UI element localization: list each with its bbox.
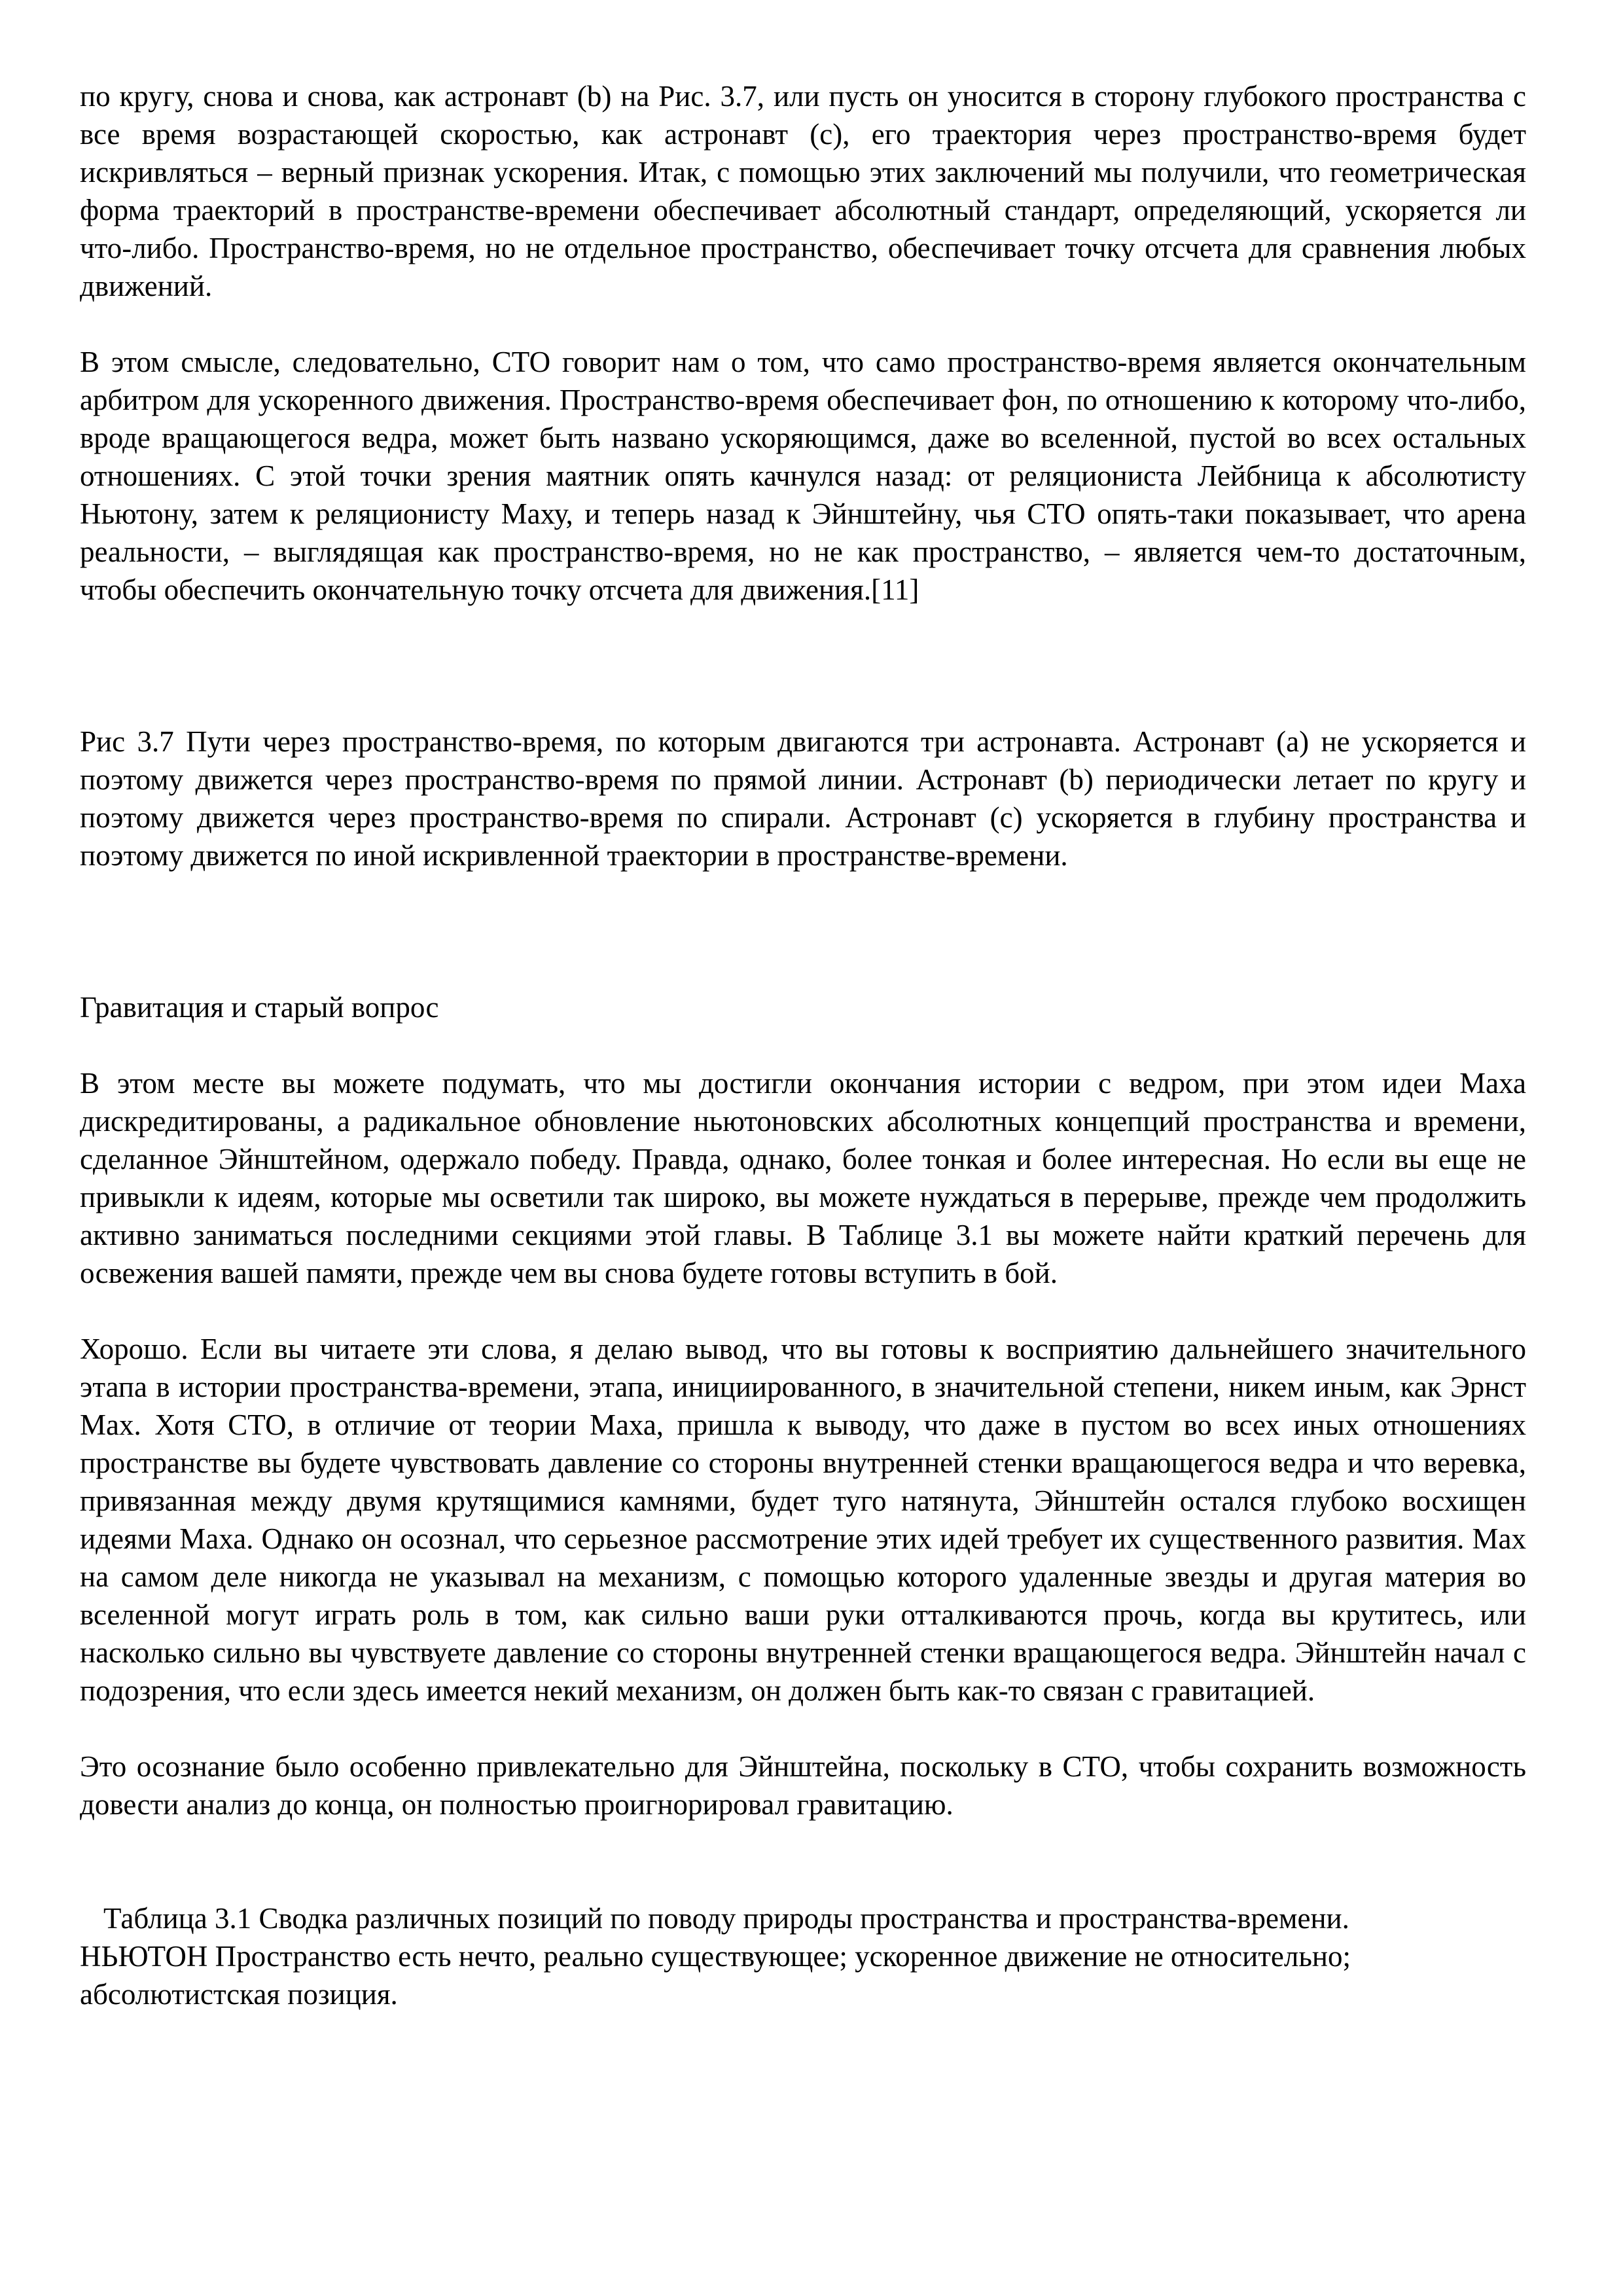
- paragraph-spacetime-arbiter-text: В этом смысле, следовательно, СТО говорит нам о том, что само пространство-время является окончательным арбитром для ускоренного движения. Пространство-время обеспечивает фон, по отношению к которому что-либо, вроде вращающегося ведра, может быть названо ускоряющимся, даже во вселенной, пустой во всех остальных отношениях. С этой точки зрения маятник опять качнулся назад: от реляциониста Лейбница к абсолютисту Ньютону, затем к реляционисту Маху, и теперь назад к Эйнштейну, чья СТО опять-таки показывает, что арена реальности, – выглядящая как пространство-время, но не как пространство, – является чем-то достаточным, чтобы обеспечить окончательную точку отсчета для движения.: [80, 346, 1526, 606]
- section-heading: Гравитация и старый вопрос: [80, 991, 439, 1024]
- paragraph-spacer: [80, 305, 1526, 343]
- paragraph-bucket-story: В этом месте вы можете подумать, что мы достигли окончания истории с ведром, при этом идеи Маха дискредитированы, а радикальное обновление ньютоновских абсолютных концепций пространства и времени, сделанное Эйнштейном, одержало победу. Правда, однако, более тонкая и более интересная. Но если вы еще не привыкли к идеям, которые мы осветили так широко, вы можете нуждаться в перерыве, прежде чем продолжить активно заниматься последними секциями этой главы. В Таблице 3.1 вы можете найти краткий перечень для освежения вашей памяти, прежде чем вы снова будете готовы вступить в бой.: [80, 1067, 1526, 1289]
- paragraph-acceleration-trajectory: по кругу, снова и снова, как астронавт (b) на Рис. 3.7, или пусть он уносится в сторону глубокого пространства с все время возрастающей скоростью, как астронавт (с), его траектория через пространство-время будет искривляться – верный признак ускорения. Итак, с помощью этих заключений мы получили, что геометрическая форма траекторий в пространстве-времени обеспечивает абсолютный стандарт, определяющий, ускоряется ли что-либо. Пространство-время, но не отдельное пространство, обеспечивает точку отсчета для сравнения любых движений.: [80, 80, 1526, 302]
- paragraph-spacer: [80, 1292, 1526, 1330]
- paragraph-spacer: [80, 1861, 1526, 1899]
- document-page: [80, 77, 1526, 2013]
- paragraph-spacer: [80, 1710, 1526, 1748]
- paragraph-spacer: [80, 1026, 1526, 1064]
- section-spacer: [80, 874, 1526, 988]
- table-caption: Таблица 3.1 Сводка различных позиций по поводу природы пространства и пространства-времени.: [103, 1902, 1349, 1935]
- figure-caption: Рис 3.7 Пути через пространство-время, по которым двигаются три астронавта. Астронавт (а) не ускоряется и поэтому движется через пространство-время по прямой линии. Астронавт (b) периодически летает по кругу и поэтому движется через пространство-время по спирали. Астронавт (с) ускоряется в глубину пространства и поэтому движется по иной искривленной траектории в пространстве-времени.: [80, 725, 1526, 872]
- table-row: НЬЮТОН Пространство есть нечто, реально существующее; ускоренное движение не относительно; абсолютистская позиция.: [80, 1940, 1351, 2011]
- figure-placeholder-space: [80, 609, 1526, 723]
- paragraph-spacetime-arbiter: [80, 343, 1526, 609]
- paragraph-gravity-ignored: Это осознание было особенно привлекательно для Эйнштейна, поскольку в СТО, чтобы сохранить возможность довести анализ до конца, он полностью проигнорировал гравитацию.: [80, 1750, 1526, 1821]
- footnote-reference[interactable]: [11]: [871, 573, 919, 606]
- paragraph-spacer: [80, 1823, 1526, 1861]
- paragraph-mach-ideas: Хорошо. Если вы читаете эти слова, я делаю вывод, что вы готовы к восприятию дальнейшего значительного этапа в истории пространства-времени, этапа, инициированного, в значительной степени, никем иным, как Эрнст Мах. Хотя СТО, в отличие от теории Маха, пришла к выводу, что даже в пустом во всех иных отношениях пространстве вы будете чувствовать давление со стороны внутренней стенки вращающегося ведра и что веревка, привязанная между двумя крутящимися камнями, будет туго натянута, Эйнштейн остался глубоко восхищен идеями Маха. Однако он осознал, что серьезное рассмотрение этих идей требует их существенного развития. Мах на самом деле никогда не указывал на механизм, с помощью которого удаленные звезды и другая материя во вселенной могут играть роль в том, как сильно ваши руки отталкиваются прочь, когда вы крутитесь, или насколько сильно вы чувствуете давление со стороны внутренней стенки вращающегося ведра. Эйнштейн начал с подозрения, что если здесь имеется некий механизм, он должен быть как-то связан с гравитацией.: [80, 1333, 1526, 1707]
